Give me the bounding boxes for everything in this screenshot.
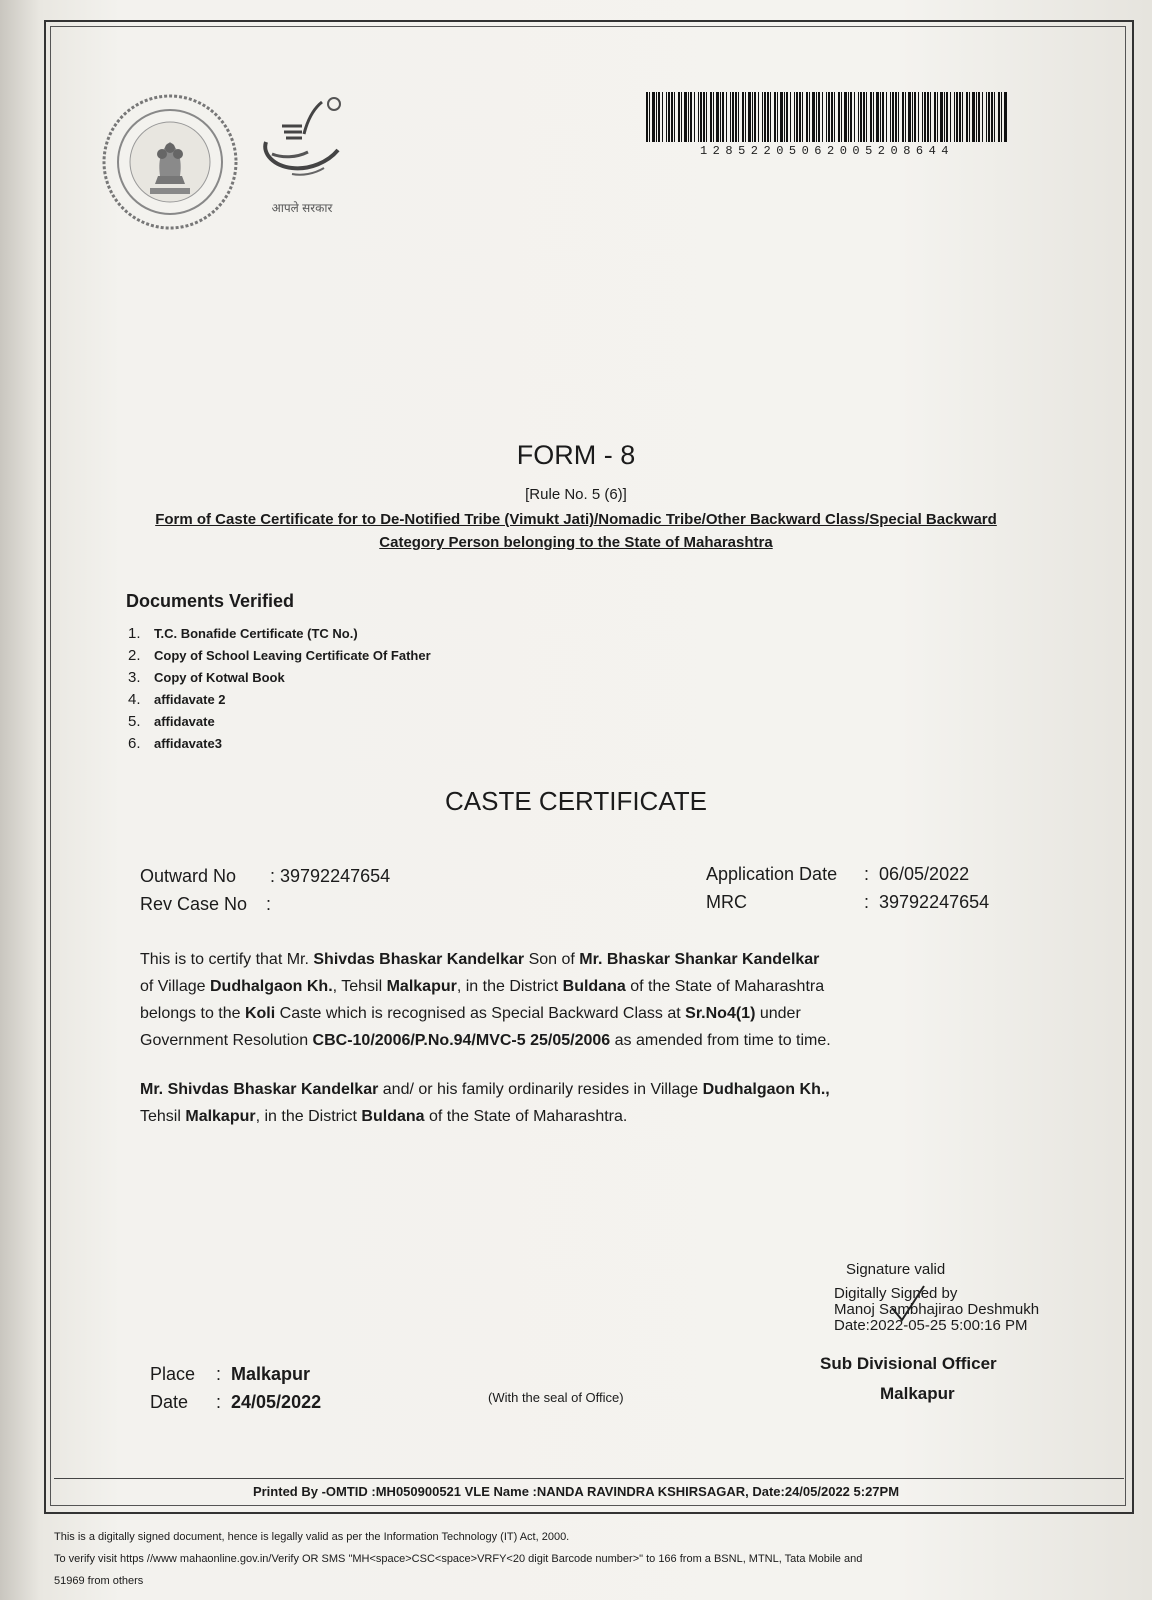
text: , in the District [255,1108,362,1125]
barcode-bar [806,92,808,142]
barcode-bar [976,92,977,142]
barcode-bar [969,92,970,142]
mrc-value: 39792247654 [879,892,990,912]
item-number: 5. [128,713,141,730]
colon: : [270,866,281,886]
certificate-title: CASTE CERTIFICATE [445,786,707,816]
father-name: Mr. Bhaskar Shankar Kandelkar [579,951,820,968]
applicant-name: Shivdas Bhaskar Kandelkar [313,951,525,968]
verify-note-continued: 51969 from others [54,1575,144,1587]
barcode-bar [998,92,1000,142]
barcode-number: 12852205062005208644 [699,144,955,158]
barcode-bar [658,92,660,142]
text: of Village [140,978,210,995]
barcode-bar [748,92,751,142]
barcode-bar [854,92,855,142]
barcode-bar [937,92,938,142]
barcode-bar [735,92,737,142]
barcode-bar [794,92,795,142]
barcode-bar [694,92,695,142]
barcode-bar [649,92,650,142]
barcode-bar [730,92,731,142]
barcode-bar [922,92,923,142]
mrc-row [706,892,989,913]
barcode-bar [1004,92,1007,142]
barcode-bar [671,92,673,142]
barcode-bar [986,92,987,142]
item-label: affidavate 2 [154,692,226,707]
text: of the State of Maharashtra [625,978,825,995]
barcode-bar [841,92,842,142]
item-label: affidavate [154,714,215,729]
barcode-bar [678,92,680,142]
barcode-bar [892,92,894,142]
inner-border [50,26,1126,1506]
officer-designation: Sub Divisional Officer [820,1354,997,1373]
seal-note: (With the seal of Office) [488,1390,624,1405]
barcode-bar [912,92,913,142]
serial-number: Sr.No4(1) [685,1005,756,1022]
signature-line-1: Digitally Signed by [834,1285,958,1302]
text: of the State of Maharashtra. [424,1108,628,1125]
barcode-bar [863,92,865,142]
barcode-bar [786,92,788,142]
barcode-bar [978,92,980,142]
item-number: 6. [128,735,141,752]
item-label: Copy of School Leaving Certificate Of Father [154,648,431,663]
item-label: T.C. Bonafide Certificate (TC No.) [154,626,358,641]
outward-value: 39792247654 [280,866,391,886]
barcode-bar [826,92,827,142]
colon: : [864,864,880,884]
barcode-bar [950,92,951,142]
text: and/ or his family ordinarily resides in Village [378,1081,703,1098]
list-item [128,733,431,755]
barcode-bar [828,92,830,142]
application-date-row [706,864,969,885]
item-number: 3. [128,669,141,686]
item-label: affidavate3 [154,736,222,751]
barcode-bar [959,92,961,142]
documents-heading: Documents Verified [126,591,295,611]
barcode-bar [738,92,739,142]
government-seal-icon [100,92,240,232]
village-name: Dudhalgaon Kh., [702,1081,830,1098]
barcode-bar [858,92,859,142]
district-name: Buldana [361,1108,425,1125]
barcode-bar [774,92,776,142]
barcode-bar [866,92,867,142]
barcode-bar [745,92,746,142]
tehsil-name: Malkapur [185,1108,256,1125]
barcode-bar [918,92,919,142]
barcode-bar [764,92,766,142]
barcode-bar [966,92,968,142]
barcode-bar [818,92,820,142]
barcode-bar [880,92,881,142]
barcode-bar [930,92,931,142]
officer-place: Malkapur [880,1384,955,1403]
barcode-bar [668,92,670,142]
barcode-bar [902,92,904,142]
barcode-bar [876,92,879,142]
list-item [128,623,431,645]
hand-pen-logo-icon [252,92,352,192]
barcode-bar [688,92,689,142]
barcode-bar [762,92,763,142]
barcode-bar [895,92,897,142]
barcode-bar [684,92,687,142]
barcode-bar [994,92,995,142]
rev-case-row [140,894,276,915]
barcode-bar [710,92,712,142]
signature-line-2: Manoj Sambhajirao Deshmukh [834,1301,1040,1318]
text: as amended from time to time. [610,1032,831,1049]
list-item [128,689,431,711]
barcode-bar [700,92,702,142]
mrc-label: MRC [706,892,747,912]
barcode-bar [834,92,835,142]
barcode-bar [940,92,943,142]
barcode-bar [681,92,682,142]
logo-caption: आपले सरकार [271,201,333,215]
district-name: Buldana [562,978,626,995]
barcode-bar [982,92,983,142]
text: under [755,1005,801,1022]
barcode-bar [652,92,655,142]
applicant-name: Mr. Shivdas Bhaskar Kandelkar [140,1081,379,1098]
date-value: 24/05/2022 [231,1392,322,1412]
colon: : [266,894,277,914]
barcode-bar [752,92,753,142]
barcode-bar [956,92,958,142]
barcode-bar [722,92,724,142]
text: , in the District [456,978,563,995]
barcode-bar [796,92,798,142]
barcode-bar [799,92,801,142]
application-date-value: 06/05/2022 [879,864,970,884]
barcode-bar [758,92,759,142]
barcode-bar [890,92,891,142]
barcode-bar [802,92,803,142]
date-row [150,1392,321,1413]
certification-paragraph [140,946,1020,1054]
barcode-bar [754,92,756,142]
application-date-label: Application Date [706,864,838,884]
barcode-bar [898,92,899,142]
barcode-bar [690,92,692,142]
barcode-bar [662,92,663,142]
barcode-bar [726,92,727,142]
barcode [646,92,1008,162]
barcode-bar [972,92,975,142]
text: This is to certify that Mr. [140,951,314,968]
form-title: FORM - 8 [516,440,636,470]
signature-checkmark-icon [888,1282,928,1328]
list-item [128,645,431,667]
text: Caste which is recognised as Special Backward Class at [275,1005,686,1022]
colon: : [216,1364,232,1384]
outward-no-row [140,866,390,887]
barcode-bar [646,92,648,142]
barcode-bar [716,92,719,142]
barcode-bar [944,92,945,142]
barcode-bar [780,92,783,142]
barcode-bar [1001,92,1002,142]
barcode-bar [946,92,948,142]
barcode-bar [988,92,990,142]
item-number: 2. [128,647,141,664]
list-item [128,711,431,733]
signature-line-3: Date:2022-05-25 5:00:16 PM [834,1317,1028,1334]
barcode-bar [886,92,887,142]
barcode-bar [850,92,852,142]
footer-divider [54,1478,1124,1479]
barcode-bar [831,92,833,142]
barcode-bar [927,92,929,142]
residence-paragraph [140,1076,1020,1130]
village-name: Dudhalgaon Kh. [209,978,333,995]
barcode-bar [703,92,705,142]
barcode-bar [767,92,769,142]
text: Tehsil [140,1108,186,1125]
barcode-bar [908,92,911,142]
barcode-bar [816,92,817,142]
text: Son of [524,951,580,968]
outward-label: Outward No [140,866,237,886]
barcode-bar [732,92,734,142]
barcode-bar [809,92,810,142]
barcode-bar [870,92,872,142]
signature-valid: Signature valid [846,1261,946,1278]
colon: : [216,1392,232,1412]
barcode-bar [860,92,862,142]
printed-by: Printed By -OMTID :MH050900521 VLE Name :NANDA RAVINDRA KSHIRSAGAR, Date:24/05/2022 5:27PM [252,1484,900,1499]
barcode-bar [720,92,721,142]
text: , Tehsil [332,978,387,995]
list-item [128,667,431,689]
barcode-bar [742,92,744,142]
place-label: Place [150,1364,196,1384]
barcode-bar [706,92,707,142]
barcode-bar [674,92,675,142]
item-number: 1. [128,625,141,642]
barcode-bar [812,92,815,142]
form-description: Form of Caste Certificate for to De-Notified Tribe (Vimukt Jati)/Nomadic Tribe/Other Backward Class/Special Backward Category Person belonging to the State of Maharashtra [155,511,997,551]
government-resolution: CBC-10/2006/P.No.94/MVC-5 25/05/2006 [312,1032,611,1049]
barcode-bar [848,92,849,142]
colon: : [864,892,880,912]
barcode-bar [905,92,906,142]
barcode-bar [882,92,884,142]
barcode-bar [770,92,771,142]
caste-name: Koli [244,1005,276,1022]
text: belongs to the [140,1005,245,1022]
aaple-sarkar-logo [252,92,352,232]
legal-note: This is a digitally signed document, hence is legally valid as per the Information Technology (IT) Act, 2000. [54,1531,570,1543]
barcode-bar [784,92,785,142]
barcode-bar [822,92,823,142]
barcode-bars [646,92,1008,142]
place-row [150,1364,310,1385]
barcode-bar [656,92,657,142]
place-value: Malkapur [231,1364,311,1384]
barcode-bar [934,92,936,142]
date-label: Date [150,1392,189,1412]
barcode-bar [873,92,874,142]
barcode-bar [713,92,714,142]
barcode-bar [924,92,926,142]
rev-case-label: Rev Case No [140,894,248,914]
barcode-bar [838,92,840,142]
barcode-bar [790,92,791,142]
barcode-bar [698,92,699,142]
barcode-bar [844,92,847,142]
verify-note: To verify visit https //www mahaonline.gov.in/Verify OR SMS "MH<space>CSC<space>VRFY<20 digit Barcode number>" to 166 from a BSNL, MTNL, Tata Mobile and [54,1553,863,1565]
barcode-bar [914,92,916,142]
barcode-bar [991,92,993,142]
item-label: Copy of Kotwal Book [154,670,285,685]
item-number: 4. [128,691,141,708]
documents-list [128,623,431,755]
barcode-bar [962,92,963,142]
tehsil-name: Malkapur [386,978,457,995]
barcode-bar [954,92,955,142]
barcode-bar [666,92,667,142]
text: Government Resolution [140,1032,313,1049]
barcode-bar [777,92,778,142]
rule-number: [Rule No. 5 (6)] [525,486,627,503]
